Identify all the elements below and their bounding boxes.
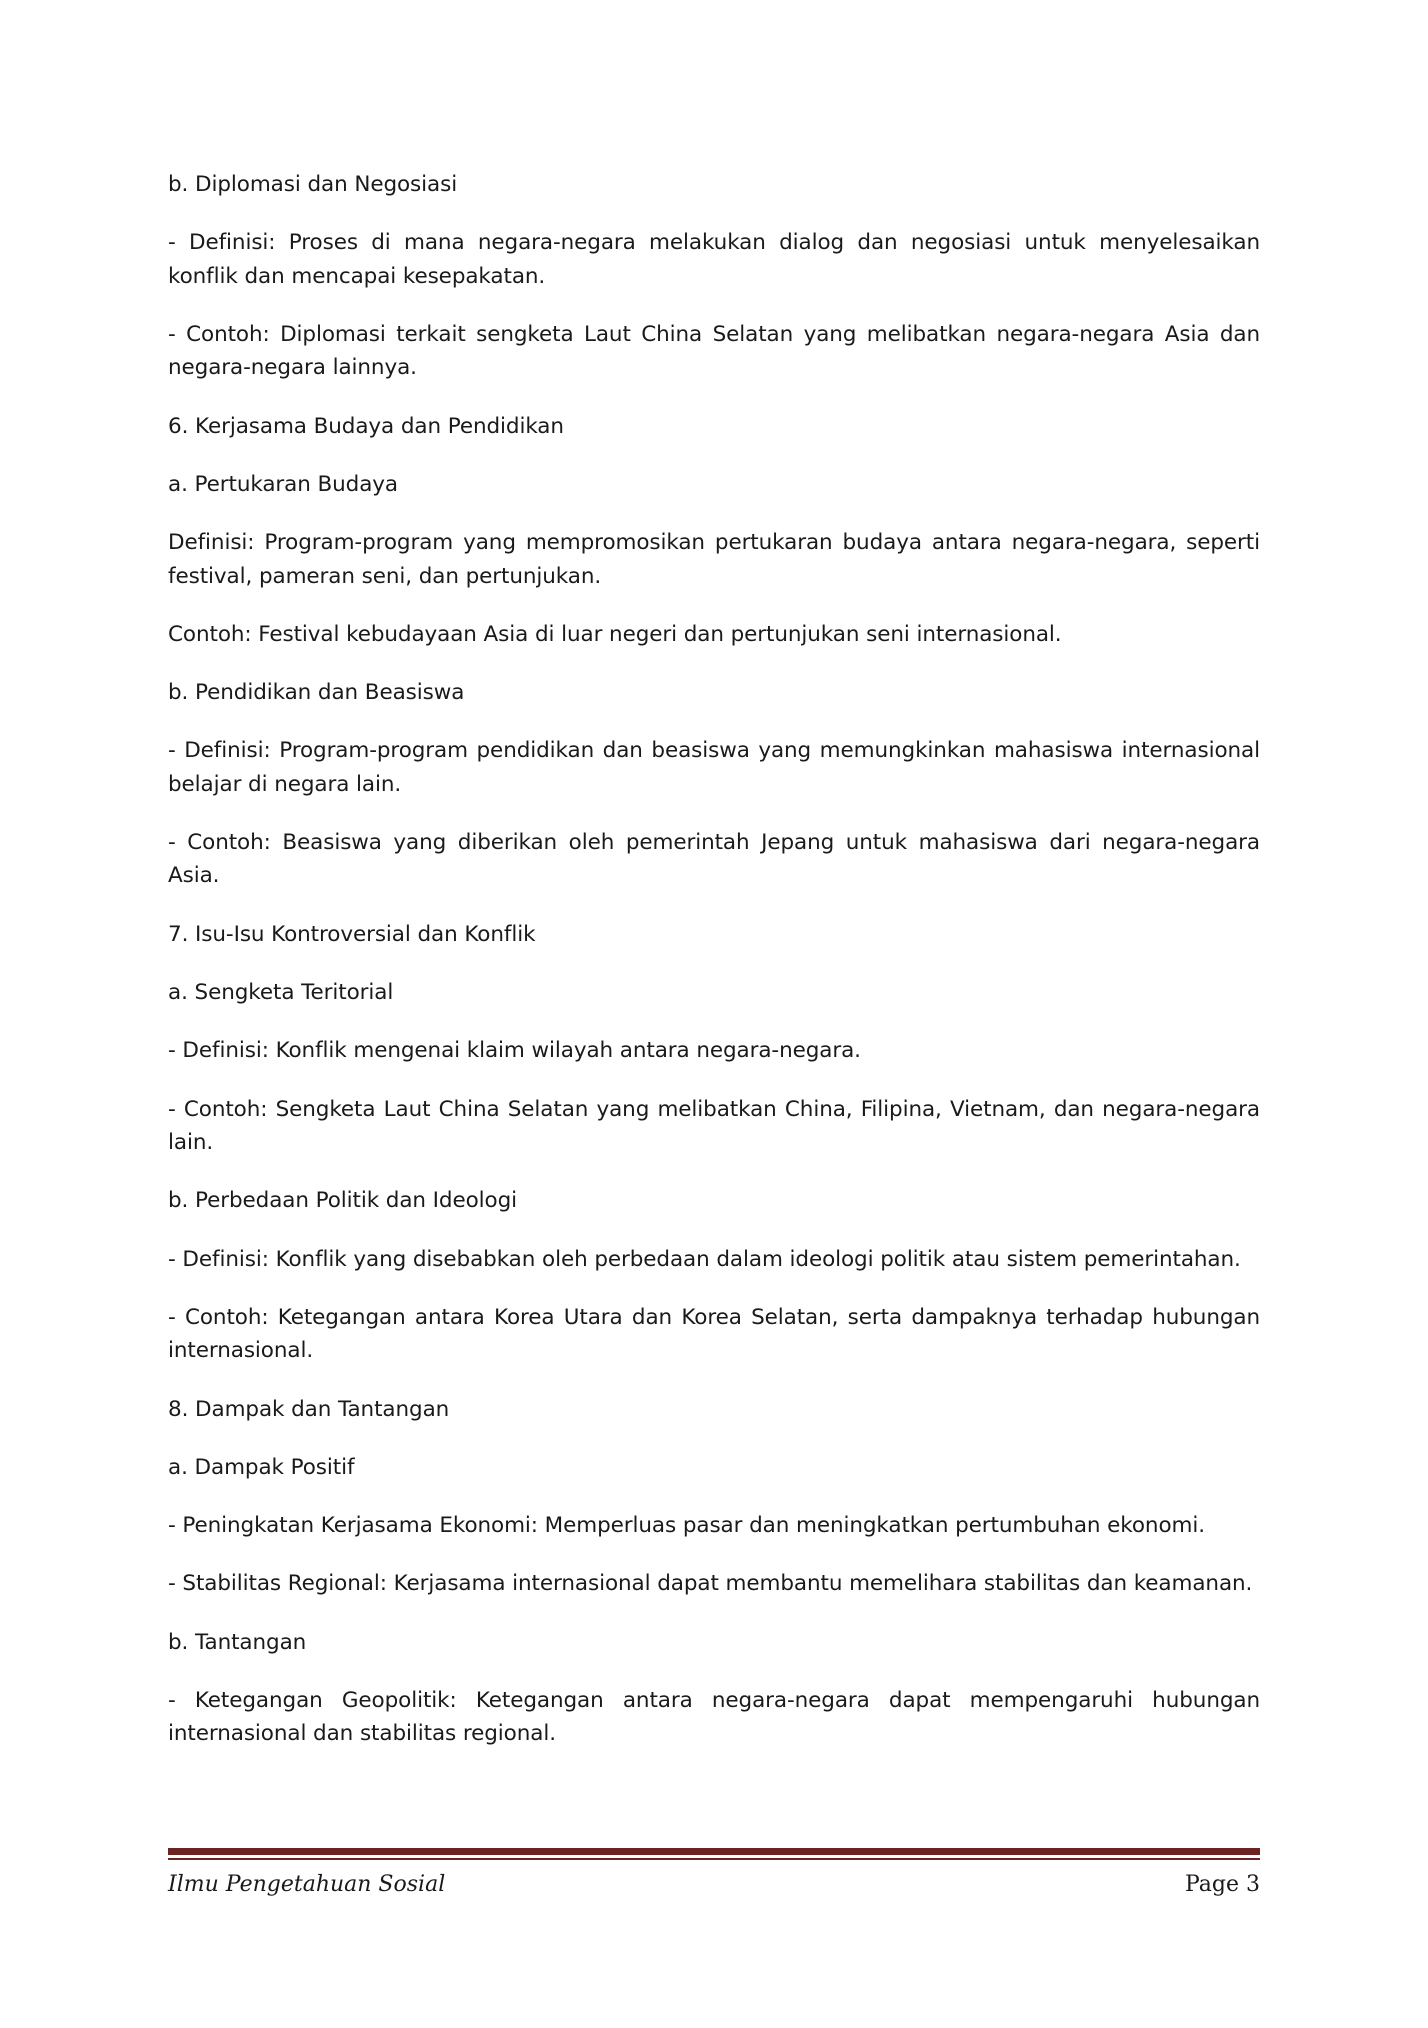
- paragraph-heading-sengketa-teritorial: a. Sengketa Teritorial: [168, 980, 394, 1005]
- footer-row: [168, 1872, 1260, 1897]
- paragraph-heading-diplomasi: b. Diplomasi dan Negosiasi: [168, 172, 458, 197]
- paragraph-contoh-sengketa-teritorial: - Contoh: Sengketa Laut China Selatan yang melibatkan China, Filipina, Vietnam, dan negara-negara lain.: [168, 1096, 1260, 1155]
- document-body: [168, 168, 1260, 1776]
- paragraph-definisi-perbedaan-politik: - Definisi: Konflik yang disebabkan oleh perbedaan dalam ideologi politik atau sistem pemerintahan.: [168, 1246, 1241, 1272]
- paragraph-heading-pertukaran-budaya: a. Pertukaran Budaya: [168, 471, 398, 497]
- paragraph-heading-section-8: 8. Dampak dan Tantangan: [168, 1396, 450, 1422]
- paragraph-peningkatan-kerjasama-ekonomi: - Peningkatan Kerjasama Ekonomi: Memperluas pasar dan meningkatkan pertumbuhan ekonomi.: [168, 1513, 1205, 1539]
- footer-page-number: Page 3: [1184, 1872, 1260, 1897]
- paragraph-heading-pendidikan-beasiswa: b. Pendidikan dan Beasiswa: [168, 680, 465, 706]
- footer-document-title: Ilmu Pengetahuan Sosial: [168, 1872, 446, 1897]
- paragraph-definisi-pendidikan-beasiswa: - Definisi: Program-program pendidikan dan beasiswa yang memungkinkan mahasiswa internasional belajar di negara lain.: [168, 738, 1260, 797]
- paragraph-heading-section-7: 7. Isu-Isu Kontroversial dan Konflik: [168, 921, 536, 947]
- paragraph-contoh-diplomasi: - Contoh: Diplomasi terkait sengketa Laut China Selatan yang melibatkan negara-negara Asia dan negara-negara lainnya.: [168, 321, 1260, 381]
- paragraph-heading-section-6: 6. Kerjasama Budaya dan Pendidikan: [168, 413, 564, 439]
- paragraph-stabilitas-regional: - Stabilitas Regional: Kerjasama internasional dapat membantu memelihara stabilitas dan keamanan.: [168, 1571, 1253, 1597]
- footer-rule-thin: [168, 1858, 1260, 1860]
- paragraph-definisi-pertukaran-budaya: Definisi: Program-program yang mempromosikan pertukaran budaya antara negara-negara, seperti festival, pameran seni, dan pertunjukan.: [168, 530, 1260, 589]
- paragraph-contoh-pertukaran-budaya: Contoh: Festival kebudayaan Asia di luar negeri dan pertunjukan seni internasional.: [168, 621, 1062, 647]
- paragraph-contoh-perbedaan-politik: - Contoh: Ketegangan antara Korea Utara dan Korea Selatan, serta dampaknya terhadap hubungan internasional.: [168, 1304, 1260, 1364]
- paragraph-definisi-sengketa-teritorial: - Definisi: Konflik mengenai klaim wilayah antara negara-negara.: [168, 1038, 861, 1064]
- footer-rule-thick: [168, 1848, 1260, 1855]
- paragraph-heading-tantangan: b. Tantangan: [168, 1629, 307, 1655]
- paragraph-contoh-pendidikan-beasiswa: - Contoh: Beasiswa yang diberikan oleh pemerintah Jepang untuk mahasiswa dari negara-negara Asia.: [168, 830, 1260, 889]
- paragraph-definisi-diplomasi: - Definisi: Proses di mana negara-negara melakukan dialog dan negosiasi untuk menyelesaikan konflik dan mencapai kesepakatan.: [168, 230, 1260, 289]
- paragraph-heading-dampak-positif: a. Dampak Positif: [168, 1454, 355, 1480]
- paragraph-heading-perbedaan-politik: b. Perbedaan Politik dan Ideologi: [168, 1188, 518, 1214]
- paragraph-ketegangan-geopolitik: - Ketegangan Geopolitik: Ketegangan antara negara-negara dapat mempengaruhi hubungan internasional dan stabilitas regional.: [168, 1688, 1260, 1747]
- page-footer: [168, 1848, 1260, 1897]
